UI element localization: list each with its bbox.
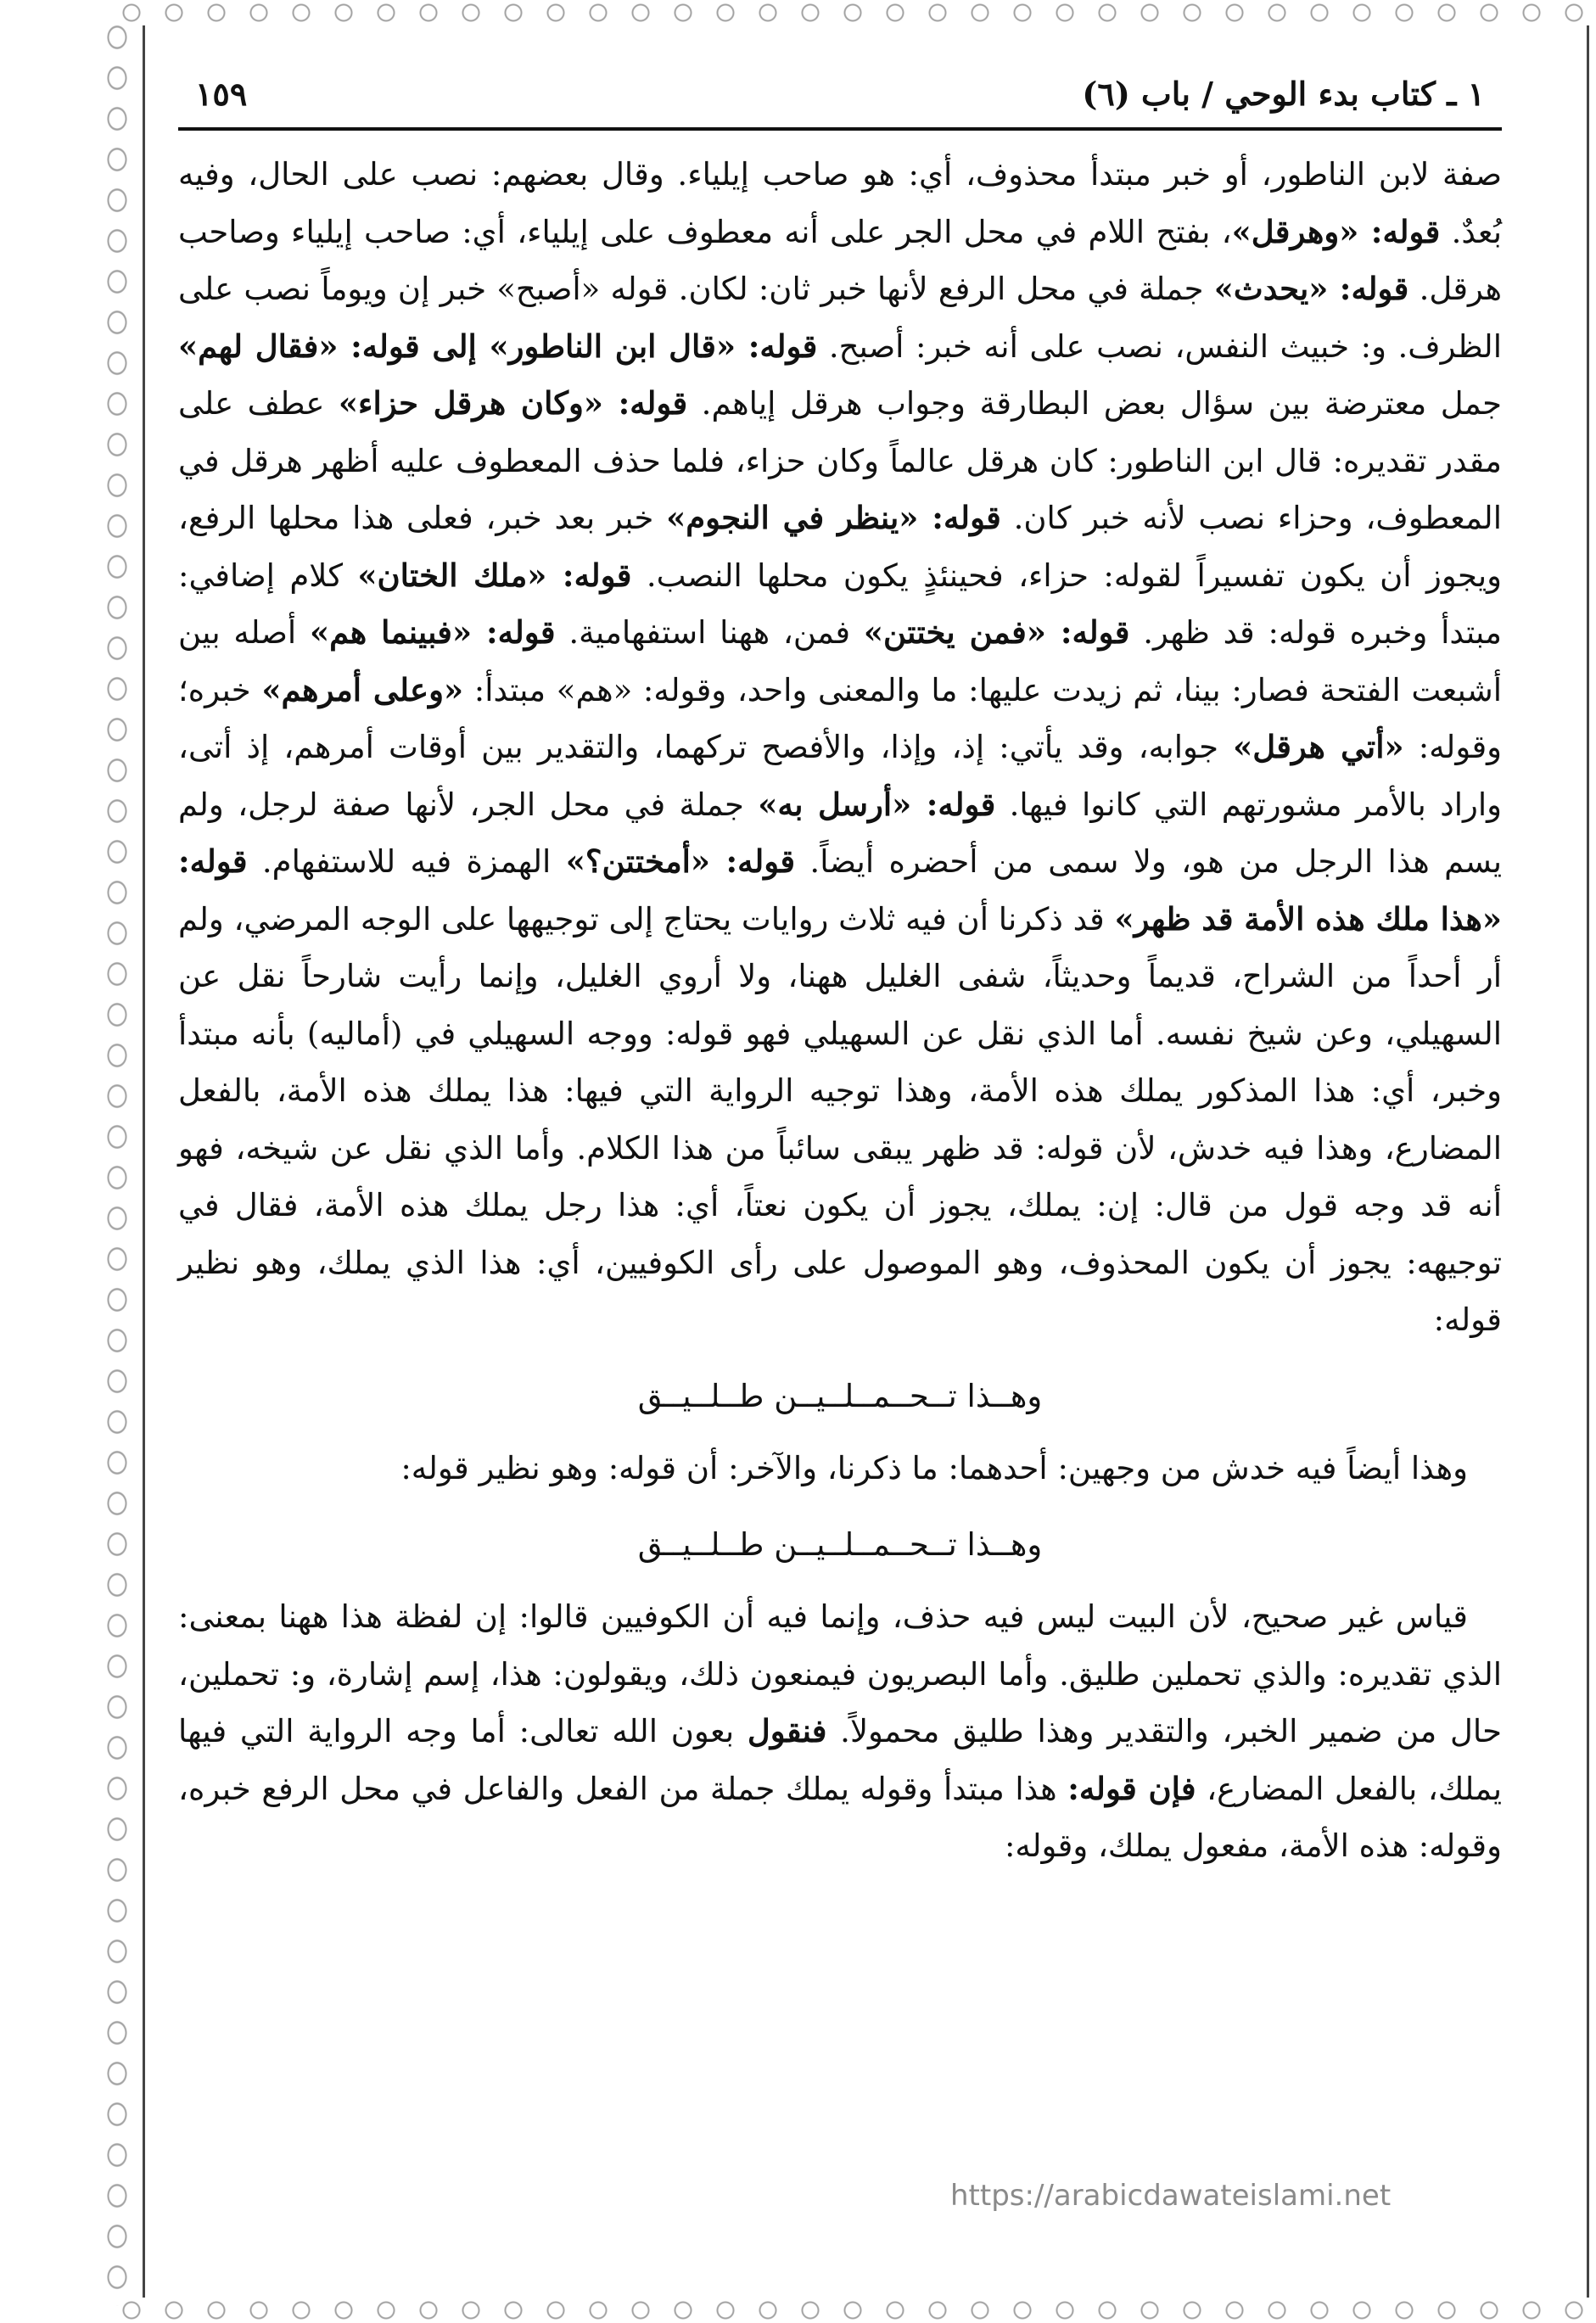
quoted-term: فإن قوله:: [1067, 1769, 1196, 1807]
text-run: صفة لابن الناطور، أو خبر مبتدأ محذوف، أي: هو صاحب إيلياء. وقال بعضهم: نصب على الحال، وفيه بُعدٌ.: [178, 156, 1502, 250]
text-run: أصله بين أشبعت الفتحة فصار: بينا، ثم زيدت عليها: ما والمعنى واحد، وقوله: «هم» مبتدأ:: [178, 614, 1502, 708]
quoted-term: قوله: «هذا ملك هذه الأمة قد ظهر»: [178, 842, 1502, 938]
quoted-term: «أتي هرقل»: [1233, 728, 1404, 765]
quoted-term: «وعلى أمرهم»: [261, 670, 464, 708]
text-run: قد ذكرنا أن فيه ثلاث روايات يحتاج إلى توجيهها على الوجه المرضي، ولم أر أحداً من الشراح، قديماً وحديثاً، شفى الغليل ههنا، ولا أروي الغليل، وإنما رأيت شارحاً نقل عن السهيلي، وعن شيخ نفسه. أما الذي نقل عن السهيلي فهو قوله: ووجه السهيلي في (أماليه) بأنه مبتدأ وخبر، أي: هذا المذكور يملك هذه الأمة، وهذا توجيه الرواية التي فيها: هذا يملك هذه الأمة، بالفعل المضارع، وهذا فيه خدش، لأن قوله: قد ظهر يبقى سائباً من هذا الكلام. وأما الذي نقل عن شيخه، فهو أنه قد وجه قول من قال: إن: يملك، يجوز أن يكون نعتاً، أي: هذا رجل يملك هذه الأمة، فقال في توجيهه: يجوز أن يكون المحذوف، وهو الموصول على رأى الكوفيين، أي: هذا الذي يملك، وهو نظير قوله:: [178, 900, 1502, 1338]
poetry-verse: وهــذا تــحــمــلــيــن طــلــيــق: [637, 1377, 1043, 1414]
quoted-term: قوله: «أرسل به»: [758, 785, 996, 823]
header-rule: [178, 127, 1502, 131]
quoted-term: قوله: «وهرقل»: [1231, 212, 1441, 250]
text-run: الهمزة فيه للاستفهام.: [247, 843, 566, 880]
text-run: هذا مبتدأ وقوله يملك جملة من الفعل والفاعل في محل الرفع خبره، وقوله: هذه الأمة، مفعول يملك، وقوله:: [178, 1770, 1502, 1864]
border-line-left: [143, 25, 145, 2298]
ornamental-border-left: [100, 17, 134, 2306]
quoted-term: قوله: «يحدث»: [1213, 270, 1409, 307]
quoted-term: قوله: «فبينما هم»: [309, 613, 556, 651]
paragraph: [178, 1440, 1502, 1497]
quoted-term: قوله: «قال ابن الناطور» إلى قوله: «فقال لهم»: [178, 327, 818, 365]
ornamental-border-top: [110, 0, 1596, 25]
text-run: قياس غير صحيح، لأن البيت ليس فيه حذف، وإنما فيه أن الكوفيين قالوا: إن لفظة هذا ههنا بمعنى: الذي تقديره: والذي تحملين طليق. وأما البصريون فيمنعون ذلك، ويقولون: هذا، إسم إشارة، و: تحملين، حال من ضمير الخبر، والتقدير وهذا طليق محمولاً.: [178, 1598, 1502, 1749]
text-run: خبره؛ وقوله:: [178, 671, 1502, 765]
text-run: جمل معترضة بين سؤال بعض البطارقة وجواب هرقل إياهم.: [687, 385, 1503, 422]
quoted-term: قوله: «فمن يختتن»: [863, 613, 1130, 651]
quoted-term: قوله: «وكان هرقل حزاء»: [338, 384, 688, 422]
paragraph: [178, 1588, 1502, 1875]
ornamental-border-bottom: [110, 2298, 1596, 2323]
border-line-right: [1587, 25, 1589, 2298]
quoted-term: قوله: «ينظر في النجوم»: [666, 499, 1001, 536]
text-run: خبر بعد خبر، فعلى هذا محلها الرفع، ويجوز أن يكون تفسيراً لقوله: حزاء، فحينئذٍ يكون محلها النصب.: [178, 500, 1502, 594]
running-head: ١ ـ كتاب بدء الوحي / باب (٦): [1082, 75, 1485, 113]
book-page: [178, 68, 1502, 2255]
text-run: جملة في محل الرفع لأنها خبر ثان: لكان. قوله «أصبح» خبر إن ويوماً نصب على الظرف. و: خبيث النفس، نصب على أنه خبر: أصبح.: [178, 271, 1502, 365]
text-run: جملة في محل الجر، لأنها صفة لرجل، ولم يسم هذا الرجل من هو، ولا سمى من أحضره أيضاً.: [178, 786, 1503, 880]
page-number: ١٥٩: [195, 75, 248, 113]
text-run: جوابه، وقد يأتي: إذ، وإذا، والأفصح تركهما، والتقدير بين أوقات أمرهم، إذ أتى، واراد بالأمر مشورتهم التي كانوا فيها.: [178, 729, 1502, 823]
watermark-url: https://arabicdawateislami.net: [950, 2179, 1392, 2213]
text-run: عطف على مقدر تقديره: قال ابن الناطور: كان هرقل عالماً وكان حزاء، فلما حذف المعطوف عليه أظهر هرقل في المعطوف، وحزاء نصب لأنه خبر كان.: [178, 385, 1502, 536]
text-run: فمن، ههنا استفهامية.: [555, 614, 864, 651]
text-run: ، بفتح اللام في محل الجر على أنه معطوف على إيلياء، أي: صاحب إيلياء وصاحب هرقل.: [178, 213, 1502, 307]
body-text: [178, 146, 1502, 1875]
page-header: [178, 68, 1502, 127]
poetry-verse: وهــذا تــحــمــلــيــن طــلــيــق: [637, 1525, 1043, 1563]
quoted-term: فنقول: [747, 1712, 827, 1749]
text-run: كلام إضافي: مبتدأ وخبره قوله: قد ظهر.: [178, 557, 1502, 651]
paragraph: [178, 146, 1502, 1349]
quoted-term: قوله: «أمختتن؟»: [565, 842, 796, 880]
text-run: بعون الله تعالى: أما وجه الرواية التي فيها يملك، بالفعل المضارع،: [178, 1713, 1502, 1807]
quoted-term: قوله: «ملك الختان»: [357, 556, 632, 594]
text-run: وهذا أيضاً فيه خدش من وجهين: أحدهما: ما ذكرنا، والآخر: أن قوله: وهو نظير قوله:: [400, 1450, 1468, 1486]
